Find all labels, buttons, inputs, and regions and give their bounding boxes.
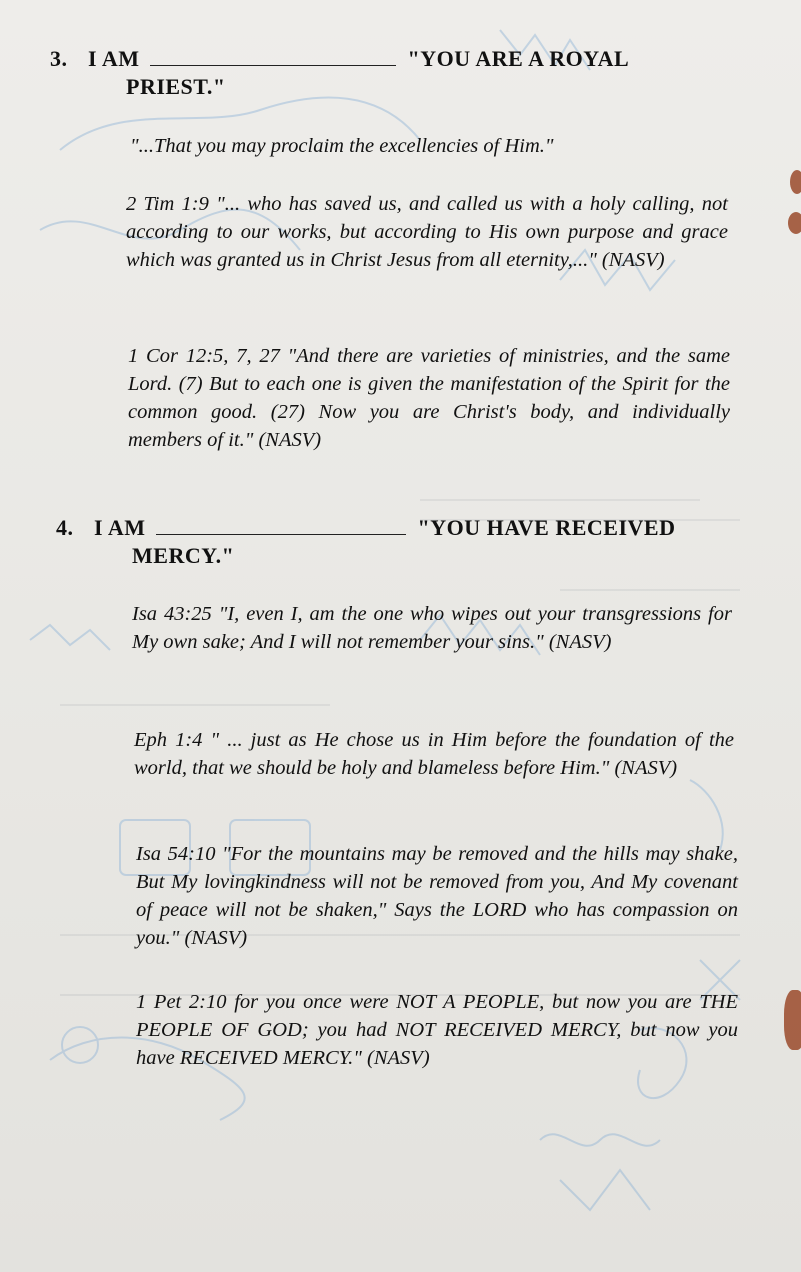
section-heading bbox=[50, 46, 750, 100]
verse-block: 1 Pet 2:10 for you once were NOT A PEOPLE, but now you are THE PEOPLE OF GOD; you had NOT RECEIVED MERCY, but now you have RECEIVED MERCY." (NASV) bbox=[136, 991, 738, 1069]
section-lead: I AM bbox=[94, 515, 146, 540]
section-title-continued: PRIEST." bbox=[126, 74, 226, 99]
fill-in-blank[interactable] bbox=[150, 47, 396, 66]
fill-in-blank[interactable] bbox=[156, 516, 406, 535]
section-heading bbox=[56, 515, 756, 569]
stain-mark bbox=[790, 170, 801, 194]
section-title: "YOU ARE A ROYAL bbox=[407, 46, 630, 71]
section-lead: I AM bbox=[88, 46, 140, 71]
stain-mark bbox=[788, 212, 801, 234]
section-title: "YOU HAVE RECEIVED bbox=[417, 515, 676, 540]
verse-block: Isa 54:10 "For the mountains may be removed and the hills may shake, But My lovingkindness will not be removed from you, And My covenant of peace will not be shaken," Says the LORD who has compassion on you." (NASV) bbox=[136, 843, 738, 949]
verse-block: Eph 1:4 " ... just as He chose us in Him before the foundation of the world, that we should be holy and blameless before Him." (NASV) bbox=[134, 729, 734, 779]
verse-block: Isa 43:25 "I, even I, am the one who wipes out your transgressions for My own sake; And I will not remember your sins." (NASV) bbox=[132, 603, 732, 653]
section-number: 4. bbox=[56, 515, 74, 540]
verse-block: 2 Tim 1:9 "... who has saved us, and called us with a holy calling, not according to our works, but according to His own purpose and grace which was granted us in Christ Jesus from all eternity,..." (NASV) bbox=[126, 193, 728, 271]
verse-block: 1 Cor 12:5, 7, 27 "And there are varieties of ministries, and the same Lord. (7) But to each one is given the manifestation of the Spirit for the common good. (27) Now you are Christ's body, and individually members of it." (NASV) bbox=[128, 345, 730, 451]
section-quote: "...That you may proclaim the excellencies of Him." bbox=[130, 135, 554, 157]
section-title-continued: MERCY." bbox=[132, 543, 235, 568]
section-number: 3. bbox=[50, 46, 68, 71]
stain-mark bbox=[784, 990, 801, 1050]
